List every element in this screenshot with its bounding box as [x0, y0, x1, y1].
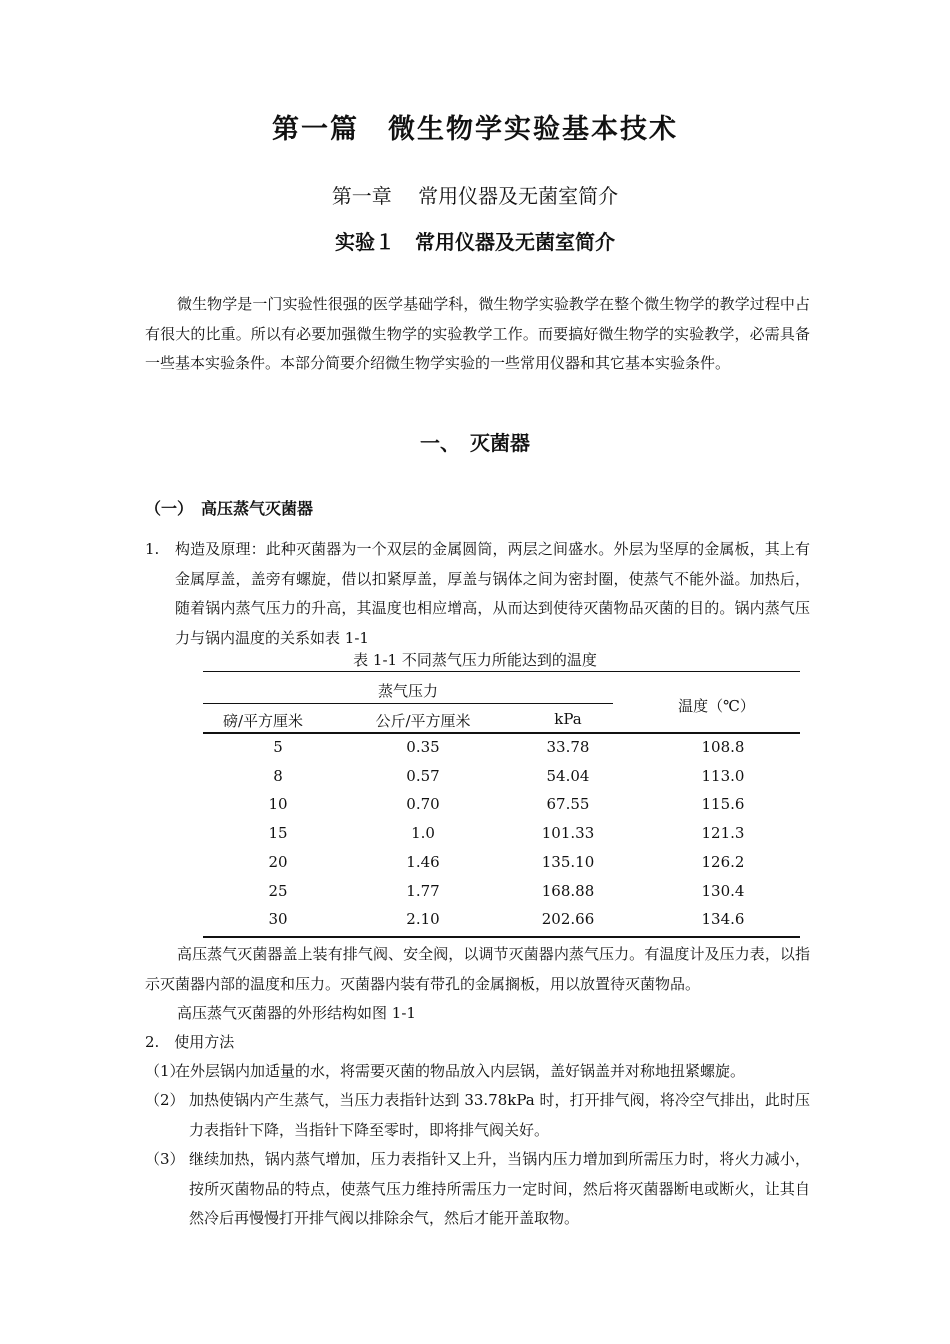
table-header-rule [203, 732, 800, 734]
table-cell: 168.88 [541, 881, 595, 900]
table-cell: 121.3 [701, 824, 745, 843]
figure-reference: 高压蒸气灭菌器的外形结构如图 1-1 [177, 1004, 416, 1022]
table-row [203, 824, 800, 853]
table-header-kgcm: 公斤/平方厘米 [375, 712, 471, 730]
step-text: 加热使锅内产生蒸气，当压力表指针达到 33.78kPa 时，打开排气阀，将冷空气排出，此时压力表指针下降，当指针下降至零时，即将排气阀关好。 [189, 1091, 810, 1139]
table-cell: 202.66 [541, 910, 595, 929]
table-cell: 0.70 [406, 795, 440, 814]
table-row [203, 910, 800, 939]
step-number: （2） [145, 1091, 185, 1109]
table-cell: 33.78 [546, 738, 590, 756]
table-header-kpa: kPa [554, 710, 582, 728]
table-cell: 25 [268, 881, 288, 900]
chapter-title: 第一章 常用仪器及无菌室简介 [331, 184, 619, 208]
table-row [203, 795, 800, 824]
section-title: 一、 灭菌器 [420, 431, 530, 455]
table-header-psi: 磅/平方厘米 [222, 712, 304, 730]
table-top-rule [203, 671, 800, 672]
table-cell: 8 [273, 766, 283, 785]
table-bottom-rule [203, 936, 800, 938]
item-text: 构造及原理：此种灭菌器为一个双层的金属圆筒，两层之间盛水。外层为坚厚的金属板，其上有金属厚盖，盖旁有螺旋，借以扣紧厚盖，厚盖与锅体之间为密封圈，使蒸气不能外溢。加热后，随着锅内蒸气压力的升高，其温度也相应增高，从而达到使待灭菌物品灭菌的目的。锅内蒸气压力与锅内温度的关系如表 1-1 [175, 540, 810, 647]
table-cell: 0.35 [406, 738, 440, 756]
step-3 [145, 1145, 810, 1234]
table-cell: 130.4 [701, 881, 745, 900]
table-cell: 5 [273, 738, 283, 756]
step-2 [145, 1086, 810, 1145]
table-cell: 101.33 [541, 824, 595, 843]
table-row [203, 882, 800, 911]
table-row [203, 853, 800, 882]
subsection-title: （一） 高压蒸气灭菌器 [145, 499, 314, 518]
table-cell: 135.10 [541, 852, 595, 871]
table-cell: 67.55 [546, 795, 590, 814]
step-text: 在外层锅内加适量的水，将需要灭菌的物品放入内层锅，盖好锅盖并对称地扭紧螺旋。 [175, 1062, 746, 1080]
table-cell: 115.6 [701, 795, 745, 814]
table-cell: 10 [268, 795, 288, 814]
table-group-header: 蒸气压力 [377, 682, 438, 700]
table-cell: 20 [268, 852, 288, 871]
after-table-paragraph: 高压蒸气灭菌器盖上装有排气阀、安全阀，以调节灭菌器内蒸气压力。有温度计及压力表，以指示灭菌器内部的温度和压力。灭菌器内装有带孔的金属搁板，用以放置待灭菌物品。 [145, 945, 810, 993]
table-cell: 30 [268, 910, 288, 929]
table-cell: 1.77 [406, 881, 440, 900]
table-caption: 表 1-1 不同蒸气压力所能达到的温度 [353, 651, 597, 669]
table-cell: 134.6 [701, 910, 745, 929]
table-cell: 126.2 [701, 852, 745, 871]
step-number: （3） [145, 1150, 185, 1168]
table-cell: 54.04 [546, 766, 590, 785]
intro-paragraph: 微生物学是一门实验性很强的医学基础学科，微生物学实验教学在整个微生物学的教学过程中占有很大的比重。所以有必要加强微生物学的实验教学工作。而要搞好微生物学的实验教学，必需具备一些基本实验条件。本部分简要介绍微生物学实验的一些常用仪器和其它基本实验条件。 [145, 295, 810, 372]
step-text: 继续加热，锅内蒸气增加，压力表指针又上升，当锅内压力增加到所需压力时，将火力减小，按所灭菌物品的特点，使蒸气压力维持所需压力一定时间，然后将灭菌器断电或断火，让其自然冷后再慢慢打开排气阀以排除余气，然后才能开盖取物。 [189, 1150, 810, 1227]
table-row [203, 738, 800, 767]
step-number: （1） [145, 1062, 185, 1080]
item-number: 1. [145, 540, 160, 558]
item-construction [145, 535, 810, 653]
table-cell: 0.57 [406, 766, 440, 785]
table-cell: 2.10 [406, 910, 440, 929]
experiment-title: 实验１ 常用仪器及无菌室简介 [335, 230, 615, 254]
table-cell: 108.8 [701, 738, 745, 756]
table-row [203, 767, 800, 796]
step-1 [145, 1057, 810, 1087]
table-cell: 15 [268, 824, 288, 843]
part-title: 第一篇 微生物学实验基本技术 [272, 114, 678, 145]
table-group-rule [203, 703, 613, 704]
table-cell: 113.0 [701, 766, 745, 785]
table-cell: 1.0 [411, 824, 435, 843]
table-cell: 1.46 [406, 852, 440, 871]
item-usage: 2. 使用方法 [145, 1033, 235, 1051]
table-header-temperature: 温度（℃） [678, 697, 755, 715]
